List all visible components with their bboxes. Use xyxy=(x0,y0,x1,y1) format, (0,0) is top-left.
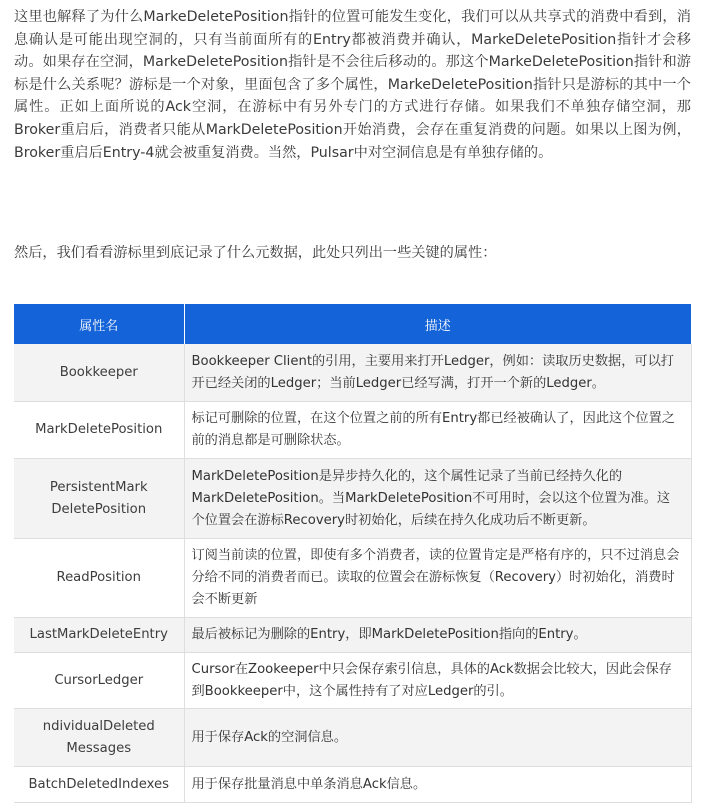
attribute-name: CursorLedger xyxy=(14,653,184,709)
attribute-name: ndividualDeleted Messages xyxy=(14,709,184,767)
attribute-name: MarkDeletePosition xyxy=(14,402,184,459)
table-row xyxy=(14,709,691,767)
attribute-description: 用于保存Ack的空洞信息。 xyxy=(184,709,691,767)
table-header-row xyxy=(14,304,691,344)
cursor-attributes-table xyxy=(14,304,692,803)
attribute-description: Bookkeeper Client的引用，主要用来打开Ledger，例如：读取历史数据，可以打开已经关闭的Ledger；当前Ledger已经写满，打开一个新的Ledger。 xyxy=(184,344,691,402)
attribute-name: PersistentMark DeletePosition xyxy=(14,459,184,539)
paragraph-cursor-explanation: 这里也解释了为什么MarkeDeletePosition指针的位置可能发生变化，我们可以从共享式的消费中看到，消息确认是可能出现空洞的，只有当前面所有的Entry都被消费并确认，MarkeDeletePosition指针才会移动。如果存在空洞，MarkeDeletePosition指针是不会往后移动的。那这个MarkeDeletePosition指针和游标是什么关系呢？游标是一个对象，里面包含了多个属性，MarkeDeletePosition指针只是游标的其中一个属性。正如上面所说的Ack空洞，在游标中有另外专门的方式进行存储。如果我们不单独存储空洞，那Broker重启后，消费者只能从MarkDeletePosition开始消费，会存在重复消费的问题。如果以上图为例，Broker重启后Entry-4就会被重复消费。当然，Pulsar中对空洞信息是有单独存储的。 xyxy=(14,9,691,161)
attribute-description: 最后被标记为删除的Entry，即MarkDeletePosition指向的Entry。 xyxy=(184,618,691,653)
table-row xyxy=(14,459,691,539)
attribute-description: Cursor在Zookeeper中只会保存索引信息，具体的Ack数据会比较大，因此会保存到Bookkeeper中，这个属性持有了对应Ledger的引。 xyxy=(184,653,691,709)
paragraph-metadata-intro: 然后，我们看看游标里到底记录了什么元数据，此处只列出一些关键的属性： xyxy=(14,245,497,261)
table-row xyxy=(14,653,691,709)
header-attribute-name: 属性名 xyxy=(14,304,184,344)
table-row xyxy=(14,344,691,402)
attribute-description: 用于保存批量消息中单条消息Ack信息。 xyxy=(184,767,691,803)
attribute-name: BatchDeletedIndexes xyxy=(14,767,184,803)
header-description: 描述 xyxy=(184,304,691,344)
table-row xyxy=(14,767,691,803)
attribute-description: MarkDeletePosition是异步持久化的，这个属性记录了当前已经持久化的MarkDeletePosition。当MarkDeletePosition不可用时，会以这个位置为准。这个位置会在游标Recovery时初始化，后续在持久化成功后不断更新。 xyxy=(184,459,691,539)
attribute-name: ReadPosition xyxy=(14,539,184,618)
table-row xyxy=(14,539,691,618)
attribute-name: Bookkeeper xyxy=(14,344,184,402)
attribute-name: LastMarkDeleteEntry xyxy=(14,618,184,653)
attribute-description: 标记可删除的位置，在这个位置之前的所有Entry都已经被确认了，因此这个位置之前的消息都是可删除状态。 xyxy=(184,402,691,459)
table-row xyxy=(14,618,691,653)
table-row xyxy=(14,402,691,459)
attribute-description: 订阅当前读的位置，即使有多个消费者，读的位置肯定是严格有序的，只不过消息会分给不同的消费者而已。读取的位置会在游标恢复（Recovery）时初始化，消费时会不断更新 xyxy=(184,539,691,618)
